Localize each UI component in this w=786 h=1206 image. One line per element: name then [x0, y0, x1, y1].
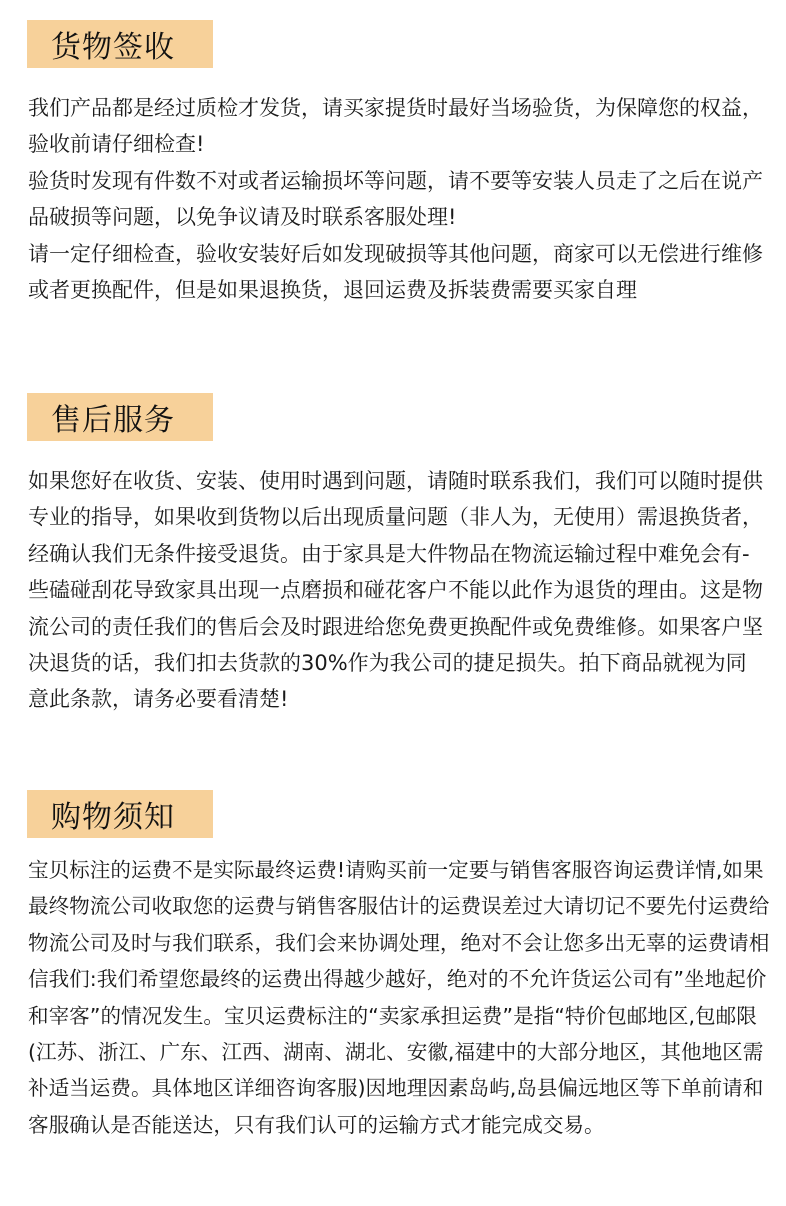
section-body-after-sales [28, 463, 763, 718]
section-body-shopping-notice [28, 852, 778, 1143]
section-title-text: 售后服务 [51, 403, 175, 438]
section-title-text: 购物须知 [51, 800, 175, 835]
section-title-text: 货物签收 [51, 30, 175, 65]
section-title-shopping-notice [27, 790, 213, 838]
paragraph: 请一定仔细检查，验收安装好后如发现破损等其他问题，商家可以无偿进行维修或者更换配件，但是如果退换货，退回运费及拆装费需要买家自理 [28, 241, 763, 303]
section-body-goods-receipt [28, 90, 763, 308]
paragraph: 宝贝标注的运费不是实际最终运费!请购买前一定要与销售客服咨询运费详情,如果最终物流公司收取您的运费与销售客服估计的运费误差过大请切记不要先付运费给物流公司及时与我们联系，我们会来协调处理，绝对不会让您多出无辜的运费请相信我们:我们希望您最终的运费出得越少越好，绝对的不允许货运公司有”坐地起价和宰客”的情况发生。宝贝运费标注的“卖家承担运费”是指“特价包邮地区,包邮限(江苏、浙江、广东、江西、湖南、湖北、安徽,福建中的大部分地区，其他地区需补适当运费。具体地区详细咨询客服)因地理因素岛屿,岛县偏远地区等下单前请和客服确认是否能送达，只有我们认可的运输方式才能完成交易。 [28, 858, 770, 1137]
paragraph: 如果您好在收货、安装、使用时遇到问题，请随时联系我们，我们可以随时提供专业的指导，如果收到货物以后出现质量问题（非人为，无使用）需退换货者，经确认我们无条件接受退货。由于家具是大件物品在物流运输过程中难免会有-些磕碰刮花导致家具出现一点磨损和碰花客户不能以此作为退货的理由。这是物流公司的责任我们的售后会及时跟进给您免费更换配件或免费维修。如果客户坚决退货的话，我们扣去货款的30%作为我公司的捷足损失。拍下商品就视为同意此条款，请务必要看清楚! [28, 469, 763, 712]
section-title-goods-receipt [27, 20, 213, 68]
paragraph: 我们产品都是经过质检才发货，请买家提货时最好当场验货，为保障您的权益，验收前请仔细检查! [28, 96, 763, 157]
paragraph: 验货时发现有件数不对或者运输损坏等问题，请不要等安装人员走了之后在说产品破损等问题，以免争议请及时联系客服处理! [28, 168, 763, 230]
section-title-after-sales [27, 393, 213, 441]
